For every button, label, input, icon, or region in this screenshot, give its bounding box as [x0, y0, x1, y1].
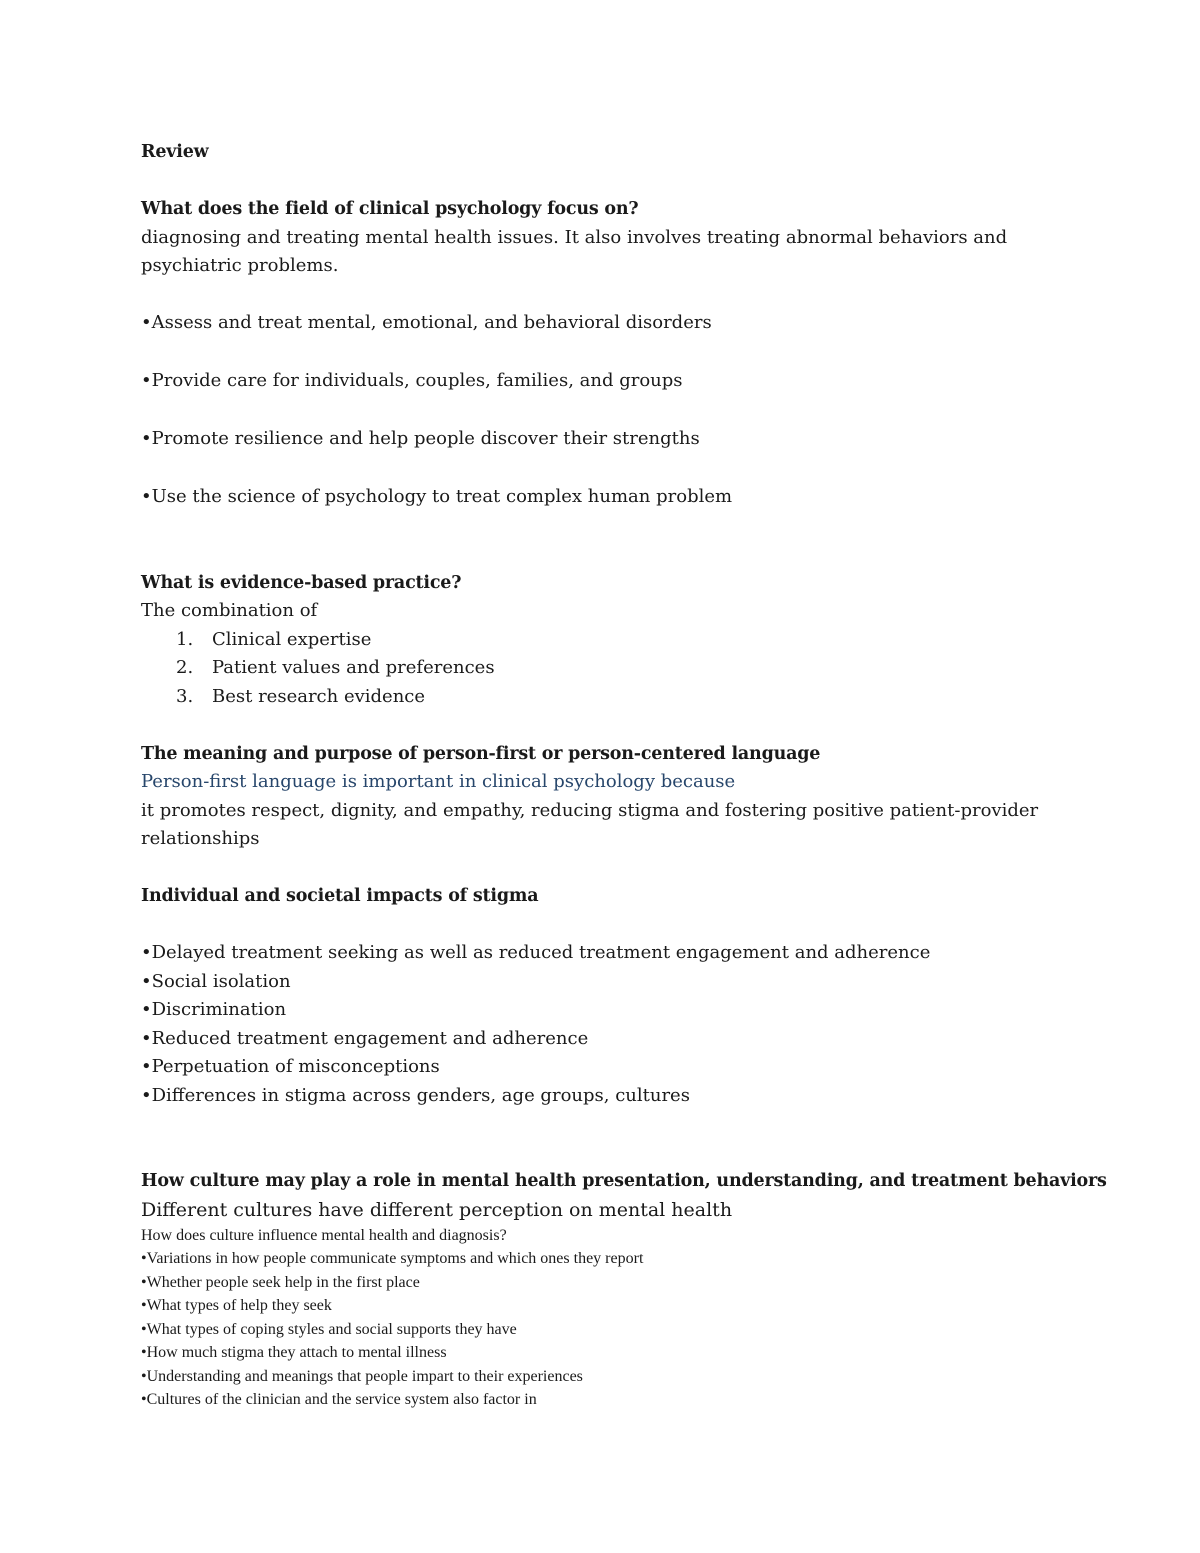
bullet-item: •Differences in stigma across genders, age groups, cultures — [141, 1084, 690, 1106]
list-item-text: Patient values and preferences — [212, 657, 495, 678]
bullet-item: •Use the science of psychology to treat complex human problem — [141, 486, 733, 507]
bullet-item: •Social isolation — [141, 970, 291, 992]
bullet-item: •Delayed treatment seeking as well as reduced treatment engagement and adherence — [141, 942, 931, 963]
bullet-item: •Whether people seek help in the first place — [141, 1273, 420, 1291]
bullet-item: •What types of coping styles and social supports they have — [141, 1320, 517, 1338]
spacer — [141, 281, 1071, 310]
bullet-item: •Variations in how people communicate symptoms and which ones they report — [141, 1250, 644, 1267]
list-item-text: Clinical expertise — [212, 628, 372, 650]
section-lead-person-first-language: Person-first language is important in clinical psychology because — [141, 771, 736, 792]
spacer — [141, 167, 1071, 196]
spacer — [141, 711, 1071, 740]
section-intro-evidence-based-practice: The combination of — [141, 600, 318, 621]
section-question-culture: How does culture influence mental health and diagnosis? — [141, 1226, 507, 1244]
spacer — [141, 911, 1071, 940]
document-page — [141, 138, 1107, 1412]
section-heading-culture: How culture may play a role in mental health presentation, understanding, and treatment behaviors — [141, 1171, 1107, 1191]
bullet-item: •What types of help they seek — [141, 1297, 332, 1314]
section-heading-evidence-based-practice: What is evidence-based practice? — [141, 572, 462, 593]
spacer — [141, 854, 1071, 883]
list-number: 1. — [176, 628, 194, 650]
spacer — [141, 338, 1071, 368]
bullet-item: •Discrimination — [141, 999, 287, 1020]
section-intro-culture: Different cultures have different perception on mental health — [141, 1198, 733, 1221]
numbered-list-item — [141, 683, 1071, 712]
section-heading-clinical-psychology: What does the field of clinical psychology focus on? — [141, 199, 639, 219]
spacer — [141, 1110, 1071, 1167]
list-number: 2. — [176, 657, 194, 678]
bullet-item: •Perpetuation of misconceptions — [141, 1056, 440, 1077]
numbered-list-item — [141, 626, 1071, 655]
bullet-item: •Provide care for individuals, couples, families, and groups — [141, 370, 683, 391]
spacer — [141, 396, 1071, 426]
bullet-item: •Cultures of the clinician and the service system also factor in — [141, 1391, 537, 1408]
section-paragraph-person-first-language: it promotes respect, dignity, and empathy, reducing stigma and fostering positive patient-provider relationships — [141, 799, 1039, 849]
bullet-item: •Understanding and meanings that people impart to their experiences — [141, 1367, 583, 1385]
document-title: Review — [141, 142, 209, 162]
bullet-item: •Reduced treatment engagement and adherence — [141, 1027, 589, 1049]
section-heading-person-first-language: The meaning and purpose of person-first or person-centered language — [141, 743, 821, 764]
list-number: 3. — [176, 685, 194, 707]
section-heading-stigma: Individual and societal impacts of stigma — [141, 886, 539, 906]
numbered-list-item — [141, 654, 1071, 683]
spacer — [141, 454, 1071, 484]
bullet-item: •How much stigma they attach to mental illness — [141, 1344, 447, 1361]
list-item-text: Best research evidence — [212, 685, 426, 707]
spacer — [141, 512, 1071, 569]
bullet-item: •Assess and treat mental, emotional, and behavioral disorders — [141, 312, 712, 333]
section-paragraph-clinical-psychology: diagnosing and treating mental health issues. It also involves treating abnormal behaviors and psychiatric problems. — [141, 226, 1008, 276]
numbered-list — [141, 626, 1071, 712]
bullet-item: •Promote resilience and help people discover their strengths — [141, 428, 700, 449]
